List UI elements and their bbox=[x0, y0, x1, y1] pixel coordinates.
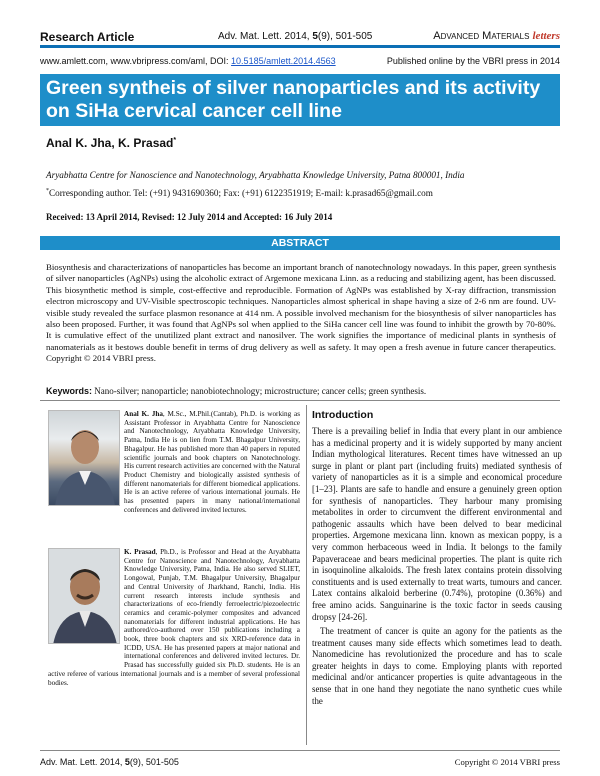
intro-paragraph: The treatment of cancer is quite an agony for the patients as the treatment causes many side effects which sometimes lead to death. Nanomedicine has revolutionized the procedure and has to scale greater heights in days to come. Employing plants with reported medicinal and/or anticancer properties is quite advantageous in the sense that in one hand they negotiate the nano synthetic cues while the bbox=[312, 626, 562, 706]
bio-name: Anal K. Jha bbox=[124, 410, 163, 418]
bio-name: K. Prasad bbox=[124, 548, 156, 556]
keywords-label: Keywords: bbox=[46, 386, 93, 396]
intro-heading: Introduction bbox=[312, 409, 374, 421]
bio-jha bbox=[48, 410, 300, 518]
footer-volume: 5 bbox=[124, 757, 130, 767]
corresponding-text: Corresponding author. Tel: (+91) 9431690360; Fax: (+91) 6122351919; E-mail: k.prasad65@gmail.com bbox=[49, 188, 433, 199]
header-rule bbox=[40, 45, 560, 48]
bio-prasad bbox=[48, 548, 300, 687]
footer-copyright: Copyright © 2014 VBRI press bbox=[454, 757, 560, 767]
photo-spacer bbox=[48, 548, 124, 666]
brand-main: Advanced Materials bbox=[433, 30, 530, 42]
photo-spacer bbox=[48, 410, 124, 518]
urls-text: www.amlett.com, www.vbripress.com/aml, DOI: bbox=[40, 56, 232, 66]
intro-paragraph: There is a prevailing belief in India that every plant in our ambience has a medicinal property and it is widely supported by many ancient Indian mythological literatures. Recent times have witnessed an up surge in plant or plant part (including fruits) mediated synthesis of variety of nanoparticles as it is a simple and economical procedure [1–23]. Plants are safe to handle and ensure a genuinely green option for synthesis of nanoparticles. They harbour many promising metabolites in order to circumvent the different environmental and pathogenic assaults which have been delved to bear medicinal properties. Argemone mexicana linn. known as mexican poppy, is a very common herbaceous weed in India. It belongs to the family Papaveraceae and bears medicinal properties. The plant is quite rich in isoquinoline alkaloids. The fresh latex contains protein dissolving constituents and is used externally to treat warts, tumours and cancer. Latex contains alkaloid berberine (0.74%), protopine (0.36%) and free amino acids. Sanguinarine is the toxic factor in seeds causing dropsy [24-26]. bbox=[312, 426, 562, 622]
corresponding-mark-2: * bbox=[46, 188, 49, 194]
journal-brand bbox=[433, 30, 560, 42]
footer-suffix: (9), 501-505 bbox=[129, 757, 179, 767]
journal-urls bbox=[40, 56, 336, 66]
journal-volume: 5 bbox=[312, 31, 318, 42]
bio-text: , M.Sc., M.Phil.(Cantab), Ph.D. is working as Assistant Professor in Aryabhatta Centre for Nanoscience and Nanotechnology, Aryabhatta Knowledge University, Patna, India He is on lien from T.M. Bhagalpur University, Bhagalpur. He has published more than 40 papers in reputed scientific journals and book chapters on Nanotechnology. His current research activities are concerned with the Natural Product Chemistry and biologically assisted synthesis of different nanomaterials for different biomedical applications. He is an active referee of various international journals. He has presented papers in many national/international conferences and delivered invited lectures. bbox=[124, 410, 301, 514]
keywords-list: Nano-silver; nanoparticle; nanobiotechnology; microstructure; cancer cells; green synthesis. bbox=[94, 386, 427, 396]
corresponding-author bbox=[46, 188, 433, 198]
abstract-heading: ABSTRACT bbox=[40, 236, 560, 250]
journal-ref-suffix: (9), 501-505 bbox=[317, 31, 373, 42]
intro-body bbox=[312, 426, 562, 710]
article-type: Research Article bbox=[40, 30, 135, 44]
author-names: Anal K. Jha, K. Prasad bbox=[46, 136, 174, 150]
authors bbox=[46, 136, 176, 150]
journal-reference bbox=[218, 31, 372, 42]
footer-rule bbox=[40, 750, 560, 751]
column-divider bbox=[306, 405, 307, 745]
journal-ref-prefix: Adv. Mat. Lett. 2014, bbox=[218, 31, 313, 42]
brand-tail: letters bbox=[532, 30, 560, 42]
abstract-text: Biosynthesis and characterizations of nanoparticles has become an important branch of nanotechnology nowadays. In this paper, green synthesis of silver nanoparticles (AgNPs) using the alcoholic extract of Argemone mexicana Linn. as a reducing and stabilizing agent, has been discussed. This biosynthetic method is simple, cost-effective and reproducible. Formation of AgNPs was established by X-ray diffraction, transmission electron microscopy and UV-Visible spectroscopic techniques. Nanoparticles almost spherical in shape having a size of 2-6 nm are found. UV-visible study revealed the surface plasmon resonance at 414 nm. A possible involved mechanism for the biosynthesis of silver nanoparticles has also been proposed. Further, it was found that AgNPs sol when applied to the SiHa cancer cell line was found to inhibit the growth by 70-80%. It is cumulative effect of the unutilized plant extract and nanosilver. The work signifies the importance of medicinal plants in synthesis of nanomaterials as it bestows double benefit in terms of drug delivery as well as safety. It may open a fresh avenue in future cancer therapeutics. Copyright © 2014 VBRI press. bbox=[46, 262, 556, 364]
published-note: Published online by the VBRI press in 2014 bbox=[386, 56, 560, 66]
received-dates: Received: 13 April 2014, Revised: 12 July 2014 and Accepted: 16 July 2014 bbox=[46, 212, 333, 222]
keywords-rule bbox=[40, 400, 560, 401]
affiliation: Aryabhatta Centre for Nanoscience and Nanotechnology, Aryabhatta Knowledge University, Patna 800001, India bbox=[46, 170, 465, 180]
bio-text: , Ph.D., is Professor and Head at the Aryabhatta Centre for Nanoscience and Nanotechnology, Aryabhatta Knowledge University, Patna, India. He also served SLIET, Longowal, Punjab, T.M. Bhagalpur University, Bhagalpur and Central University of Jharkhand, Ranchi, India. His current research interests include synthesis and characterizations of eco-friendly ferroelectric/piezoelectric ceramics and ceramic-polymer composites and advanced nanomaterials for different industrial applications. He has authored/co-authored over 150 publications including a book, three book chapters and six XRD-reference data in ICDD, USA. He has presented papers at major national and international conferences and delivered invited lectures. Dr. Prasad has successfully guided six Ph.D. students. He is an active referee of various international journals and is a member of several professional bodies. bbox=[48, 548, 300, 687]
footer-citation bbox=[40, 757, 179, 767]
keywords bbox=[46, 386, 426, 396]
footer-prefix: Adv. Mat. Lett. 2014, bbox=[40, 757, 125, 767]
paper-title: Green syntheis of silver nanoparticles and its activity on SiHa cervical cancer cell line bbox=[40, 74, 560, 126]
doi-link[interactable]: 10.5185/amlett.2014.4563 bbox=[231, 56, 336, 66]
corresponding-mark: * bbox=[173, 137, 177, 144]
